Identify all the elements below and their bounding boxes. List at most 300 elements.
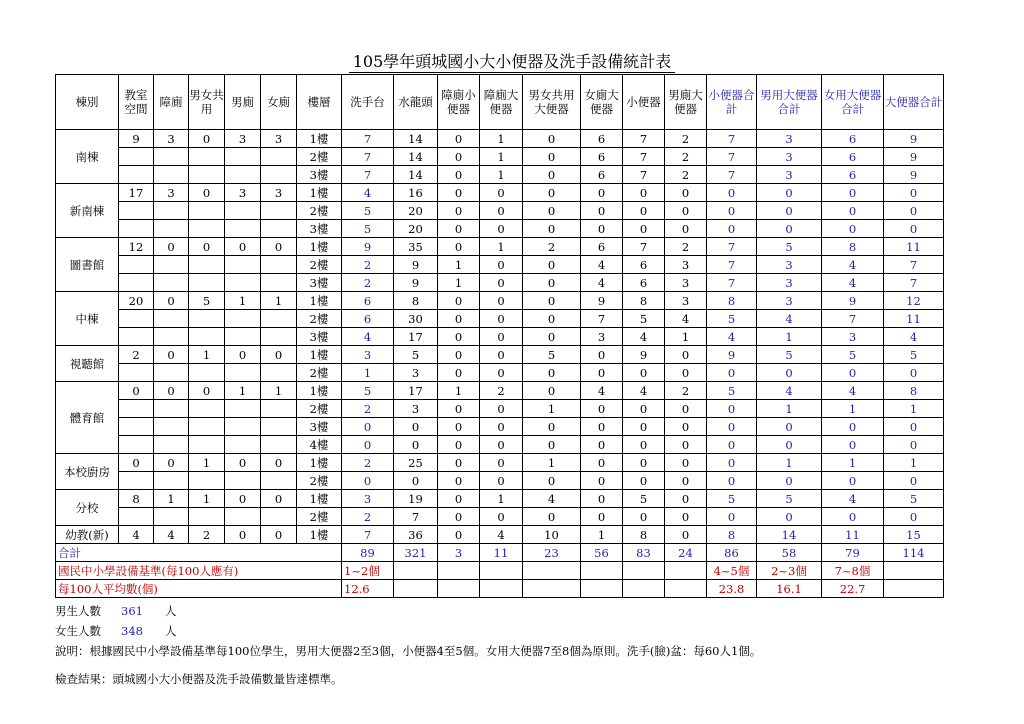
header-cell: 水龍頭 xyxy=(394,75,438,130)
building-name: 中棟 xyxy=(56,292,119,346)
value-cell: 4 xyxy=(623,382,665,400)
count-cell: 1 xyxy=(154,490,189,508)
value-cell: 8 xyxy=(707,292,757,310)
total-label: 合計 xyxy=(56,544,342,562)
standard-row-urinal: 4~5個 xyxy=(707,562,757,580)
header-cell: 男廁 xyxy=(225,75,261,130)
value-cell: 10 xyxy=(523,526,581,544)
count-cell: 17 xyxy=(119,184,154,202)
count-cell: 3 xyxy=(261,130,297,148)
empty-cell xyxy=(261,328,297,346)
value-cell: 0 xyxy=(438,238,480,256)
count-cell: 0 xyxy=(261,526,297,544)
value-cell: 4 xyxy=(581,256,623,274)
value-cell: 0 xyxy=(884,220,944,238)
floor-cell: 2樓 xyxy=(297,310,342,328)
value-cell: 2 xyxy=(523,238,581,256)
value-cell: 1 xyxy=(523,454,581,472)
value-cell: 4 xyxy=(665,310,707,328)
header-cell: 女廁大便器 xyxy=(581,75,623,130)
floor-cell: 3樓 xyxy=(297,274,342,292)
count-cell: 0 xyxy=(225,238,261,256)
value-cell: 7 xyxy=(707,238,757,256)
table-row xyxy=(56,292,944,310)
value-cell: 0 xyxy=(480,274,523,292)
empty-cell xyxy=(394,562,438,580)
value-cell: 0 xyxy=(665,400,707,418)
empty-cell xyxy=(523,580,581,598)
empty-cell xyxy=(225,220,261,238)
value-cell: 0 xyxy=(665,184,707,202)
value-cell: 0 xyxy=(822,508,884,526)
table-row xyxy=(56,310,944,328)
empty-cell xyxy=(189,508,225,526)
total-cell: 24 xyxy=(665,544,707,562)
floor-cell: 3樓 xyxy=(297,220,342,238)
value-cell: 1 xyxy=(884,454,944,472)
value-cell: 2 xyxy=(342,454,394,472)
female-count-unit: 人 xyxy=(165,624,177,638)
value-cell: 0 xyxy=(623,436,665,454)
count-cell: 9 xyxy=(119,130,154,148)
count-cell: 1 xyxy=(261,382,297,400)
value-cell: 4 xyxy=(822,490,884,508)
header-cell: 障廁 xyxy=(154,75,189,130)
table-row xyxy=(56,454,944,472)
empty-cell xyxy=(623,562,665,580)
floor-cell: 3樓 xyxy=(297,166,342,184)
empty-cell xyxy=(438,562,480,580)
value-cell: 5 xyxy=(822,346,884,364)
value-cell: 0 xyxy=(438,148,480,166)
value-cell: 0 xyxy=(523,274,581,292)
value-cell: 4 xyxy=(707,328,757,346)
value-cell: 1 xyxy=(480,238,523,256)
value-cell: 6 xyxy=(822,166,884,184)
value-cell: 30 xyxy=(394,310,438,328)
value-cell: 1 xyxy=(438,256,480,274)
empty-cell xyxy=(225,166,261,184)
value-cell: 0 xyxy=(342,418,394,436)
value-cell: 35 xyxy=(394,238,438,256)
count-cell: 3 xyxy=(154,130,189,148)
value-cell: 1 xyxy=(480,166,523,184)
floor-cell: 3樓 xyxy=(297,328,342,346)
building-name: 本校廚房 xyxy=(56,454,119,490)
header-cell: 洗手台 xyxy=(342,75,394,130)
value-cell: 0 xyxy=(438,526,480,544)
value-cell: 2 xyxy=(665,166,707,184)
floor-cell: 2樓 xyxy=(297,508,342,526)
count-cell: 2 xyxy=(189,526,225,544)
empty-cell xyxy=(189,472,225,490)
floor-cell: 1樓 xyxy=(297,184,342,202)
female-count-row xyxy=(55,621,761,641)
value-cell: 7 xyxy=(707,274,757,292)
value-cell: 20 xyxy=(394,220,438,238)
empty-cell xyxy=(225,418,261,436)
empty-cell xyxy=(261,418,297,436)
value-cell: 5 xyxy=(342,382,394,400)
empty-cell xyxy=(189,148,225,166)
value-cell: 1 xyxy=(480,490,523,508)
total-cell: 11 xyxy=(480,544,523,562)
value-cell: 7 xyxy=(342,130,394,148)
value-cell: 3 xyxy=(665,256,707,274)
empty-cell xyxy=(154,364,189,382)
statistics-table xyxy=(55,74,944,598)
count-cell: 0 xyxy=(154,238,189,256)
value-cell: 0 xyxy=(523,184,581,202)
value-cell: 2 xyxy=(342,508,394,526)
standard-row-sink: 1~2個 xyxy=(342,562,394,580)
count-cell: 1 xyxy=(189,346,225,364)
empty-cell xyxy=(225,436,261,454)
value-cell: 0 xyxy=(523,148,581,166)
building-name: 圖書館 xyxy=(56,238,119,292)
value-cell: 0 xyxy=(707,220,757,238)
floor-cell: 2樓 xyxy=(297,364,342,382)
empty-cell xyxy=(154,166,189,184)
value-cell: 8 xyxy=(707,526,757,544)
value-cell: 2 xyxy=(480,382,523,400)
value-cell: 6 xyxy=(581,238,623,256)
value-cell: 0 xyxy=(581,202,623,220)
value-cell: 0 xyxy=(438,184,480,202)
table-row xyxy=(56,526,944,544)
value-cell: 0 xyxy=(822,418,884,436)
header-cell: 教室空間 xyxy=(119,75,154,130)
value-cell: 20 xyxy=(394,202,438,220)
value-cell: 17 xyxy=(394,382,438,400)
empty-cell xyxy=(261,472,297,490)
value-cell: 2 xyxy=(342,400,394,418)
value-cell: 8 xyxy=(884,382,944,400)
building-name: 新南棟 xyxy=(56,184,119,238)
count-cell: 0 xyxy=(154,382,189,400)
empty-cell xyxy=(438,580,480,598)
value-cell: 5 xyxy=(707,490,757,508)
value-cell: 4 xyxy=(757,382,822,400)
value-cell: 4 xyxy=(884,328,944,346)
value-cell: 7 xyxy=(623,166,665,184)
empty-cell xyxy=(884,562,944,580)
value-cell: 0 xyxy=(523,472,581,490)
value-cell: 1 xyxy=(342,364,394,382)
value-cell: 9 xyxy=(394,256,438,274)
empty-cell xyxy=(189,220,225,238)
count-cell: 0 xyxy=(225,346,261,364)
table-row xyxy=(56,166,944,184)
value-cell: 5 xyxy=(707,382,757,400)
empty-cell xyxy=(623,580,665,598)
value-cell: 0 xyxy=(480,346,523,364)
explanation-note: 說明：根據國民中小學設備基準每100位學生，男用大便器2至3個，小便器4至5個。女用大便器7至8個為原則。洗手(臉)盆：每60人1個。 xyxy=(55,644,762,658)
value-cell: 5 xyxy=(757,346,822,364)
value-cell: 0 xyxy=(623,184,665,202)
value-cell: 15 xyxy=(884,526,944,544)
value-cell: 0 xyxy=(480,256,523,274)
empty-cell xyxy=(225,508,261,526)
standard-row-female: 7~8個 xyxy=(822,562,884,580)
value-cell: 0 xyxy=(665,346,707,364)
male-count-row xyxy=(55,601,761,621)
building-name: 分校 xyxy=(56,490,119,526)
value-cell: 1 xyxy=(884,400,944,418)
value-cell: 4 xyxy=(822,274,884,292)
value-cell: 0 xyxy=(438,400,480,418)
value-cell: 0 xyxy=(623,364,665,382)
value-cell: 7 xyxy=(822,310,884,328)
value-cell: 6 xyxy=(822,130,884,148)
value-cell: 6 xyxy=(342,310,394,328)
empty-cell xyxy=(119,220,154,238)
value-cell: 3 xyxy=(757,130,822,148)
empty-cell xyxy=(189,400,225,418)
value-cell: 0 xyxy=(480,292,523,310)
inspection-result: 檢查結果：頭城國小大小便器及洗手設備數量皆達標準。 xyxy=(55,672,343,686)
value-cell: 7 xyxy=(342,148,394,166)
floor-cell: 2樓 xyxy=(297,202,342,220)
header-cell: 男廁大便器 xyxy=(665,75,707,130)
value-cell: 0 xyxy=(438,166,480,184)
value-cell: 0 xyxy=(757,418,822,436)
value-cell: 3 xyxy=(822,328,884,346)
value-cell: 1 xyxy=(581,526,623,544)
empty-cell xyxy=(189,418,225,436)
value-cell: 0 xyxy=(884,418,944,436)
value-cell: 3 xyxy=(394,364,438,382)
value-cell: 0 xyxy=(438,472,480,490)
value-cell: 0 xyxy=(623,418,665,436)
header-cell: 小便器 xyxy=(623,75,665,130)
empty-cell xyxy=(119,418,154,436)
count-cell: 20 xyxy=(119,292,154,310)
value-cell: 0 xyxy=(394,472,438,490)
value-cell: 0 xyxy=(438,490,480,508)
value-cell: 3 xyxy=(757,148,822,166)
value-cell: 7 xyxy=(884,256,944,274)
value-cell: 0 xyxy=(757,436,822,454)
value-cell: 0 xyxy=(581,184,623,202)
value-cell: 3 xyxy=(757,274,822,292)
floor-cell: 1樓 xyxy=(297,526,342,544)
count-cell: 0 xyxy=(154,346,189,364)
empty-cell xyxy=(189,310,225,328)
header-row xyxy=(56,75,944,130)
value-cell: 9 xyxy=(394,274,438,292)
value-cell: 9 xyxy=(884,148,944,166)
value-cell: 9 xyxy=(822,292,884,310)
value-cell: 0 xyxy=(707,436,757,454)
value-cell: 3 xyxy=(342,490,394,508)
value-cell: 0 xyxy=(523,130,581,148)
empty-cell xyxy=(119,310,154,328)
empty-cell xyxy=(480,580,523,598)
value-cell: 0 xyxy=(523,220,581,238)
empty-cell xyxy=(261,364,297,382)
empty-cell xyxy=(154,202,189,220)
value-cell: 7 xyxy=(707,148,757,166)
empty-cell xyxy=(119,202,154,220)
table-row xyxy=(56,202,944,220)
total-cell: 23 xyxy=(523,544,581,562)
value-cell: 7 xyxy=(581,310,623,328)
value-cell: 0 xyxy=(884,202,944,220)
value-cell: 9 xyxy=(884,130,944,148)
value-cell: 0 xyxy=(342,472,394,490)
value-cell: 6 xyxy=(623,274,665,292)
value-cell: 0 xyxy=(438,292,480,310)
value-cell: 0 xyxy=(394,418,438,436)
empty-cell xyxy=(884,580,944,598)
value-cell: 7 xyxy=(394,508,438,526)
value-cell: 0 xyxy=(394,436,438,454)
value-cell: 0 xyxy=(623,472,665,490)
value-cell: 5 xyxy=(342,202,394,220)
value-cell: 3 xyxy=(757,256,822,274)
floor-cell: 1樓 xyxy=(297,454,342,472)
value-cell: 0 xyxy=(523,292,581,310)
floor-cell: 2樓 xyxy=(297,148,342,166)
table-row xyxy=(56,274,944,292)
value-cell: 0 xyxy=(623,508,665,526)
page-title: 105學年頭城國小大小便器及洗手設備統計表 xyxy=(0,52,1024,72)
value-cell: 0 xyxy=(707,418,757,436)
floor-cell: 1樓 xyxy=(297,346,342,364)
value-cell: 0 xyxy=(822,436,884,454)
value-cell: 9 xyxy=(707,346,757,364)
table-row xyxy=(56,400,944,418)
count-cell: 0 xyxy=(119,454,154,472)
value-cell: 0 xyxy=(581,454,623,472)
value-cell: 0 xyxy=(438,130,480,148)
table-row xyxy=(56,256,944,274)
value-cell: 0 xyxy=(884,472,944,490)
value-cell: 0 xyxy=(822,202,884,220)
empty-cell xyxy=(189,202,225,220)
value-cell: 2 xyxy=(665,238,707,256)
average-row-urinal: 23.8 xyxy=(707,580,757,598)
count-cell: 0 xyxy=(225,454,261,472)
value-cell: 0 xyxy=(523,256,581,274)
empty-cell xyxy=(665,562,707,580)
value-cell: 6 xyxy=(822,148,884,166)
table-row xyxy=(56,346,944,364)
table-row xyxy=(56,220,944,238)
value-cell: 0 xyxy=(480,220,523,238)
average-row-male: 16.1 xyxy=(757,580,822,598)
value-cell: 0 xyxy=(707,508,757,526)
value-cell: 0 xyxy=(581,220,623,238)
value-cell: 4 xyxy=(480,526,523,544)
value-cell: 1 xyxy=(438,274,480,292)
value-cell: 5 xyxy=(342,220,394,238)
value-cell: 0 xyxy=(480,436,523,454)
header-cell: 障廁小便器 xyxy=(438,75,480,130)
header-cell: 大便器合計 xyxy=(884,75,944,130)
value-cell: 3 xyxy=(757,166,822,184)
empty-cell xyxy=(154,256,189,274)
empty-cell xyxy=(119,364,154,382)
value-cell: 0 xyxy=(480,454,523,472)
value-cell: 19 xyxy=(394,490,438,508)
value-cell: 11 xyxy=(822,526,884,544)
value-cell: 7 xyxy=(623,130,665,148)
value-cell: 2 xyxy=(665,382,707,400)
value-cell: 14 xyxy=(757,526,822,544)
empty-cell xyxy=(261,436,297,454)
value-cell: 0 xyxy=(822,184,884,202)
empty-cell xyxy=(225,400,261,418)
building-name: 南棟 xyxy=(56,130,119,184)
count-cell: 0 xyxy=(261,238,297,256)
empty-cell xyxy=(119,472,154,490)
value-cell: 0 xyxy=(581,418,623,436)
count-cell: 3 xyxy=(225,184,261,202)
value-cell: 3 xyxy=(394,400,438,418)
value-cell: 0 xyxy=(480,472,523,490)
empty-cell xyxy=(154,274,189,292)
count-cell: 1 xyxy=(189,490,225,508)
value-cell: 3 xyxy=(342,346,394,364)
value-cell: 5 xyxy=(623,310,665,328)
value-cell: 0 xyxy=(623,202,665,220)
empty-cell xyxy=(189,256,225,274)
value-cell: 4 xyxy=(523,490,581,508)
empty-cell xyxy=(154,400,189,418)
value-cell: 3 xyxy=(757,292,822,310)
value-cell: 0 xyxy=(757,184,822,202)
value-cell: 0 xyxy=(581,400,623,418)
value-cell: 0 xyxy=(342,436,394,454)
value-cell: 11 xyxy=(884,310,944,328)
value-cell: 25 xyxy=(394,454,438,472)
value-cell: 0 xyxy=(438,328,480,346)
value-cell: 1 xyxy=(523,400,581,418)
count-cell: 0 xyxy=(154,454,189,472)
value-cell: 0 xyxy=(438,364,480,382)
table-row xyxy=(56,364,944,382)
floor-cell: 1樓 xyxy=(297,382,342,400)
value-cell: 0 xyxy=(581,346,623,364)
value-cell: 0 xyxy=(665,364,707,382)
empty-cell xyxy=(225,472,261,490)
count-cell: 0 xyxy=(154,292,189,310)
empty-cell xyxy=(480,562,523,580)
table-row xyxy=(56,184,944,202)
empty-cell xyxy=(119,436,154,454)
value-cell: 0 xyxy=(707,472,757,490)
empty-cell xyxy=(154,220,189,238)
value-cell: 0 xyxy=(757,220,822,238)
value-cell: 14 xyxy=(394,166,438,184)
value-cell: 0 xyxy=(480,508,523,526)
value-cell: 8 xyxy=(394,292,438,310)
value-cell: 8 xyxy=(623,526,665,544)
value-cell: 0 xyxy=(757,472,822,490)
count-cell: 2 xyxy=(119,346,154,364)
value-cell: 0 xyxy=(884,364,944,382)
value-cell: 0 xyxy=(480,328,523,346)
value-cell: 1 xyxy=(822,454,884,472)
value-cell: 0 xyxy=(523,202,581,220)
value-cell: 0 xyxy=(665,454,707,472)
value-cell: 4 xyxy=(581,274,623,292)
value-cell: 3 xyxy=(665,292,707,310)
empty-cell xyxy=(581,562,623,580)
total-cell: 83 xyxy=(623,544,665,562)
